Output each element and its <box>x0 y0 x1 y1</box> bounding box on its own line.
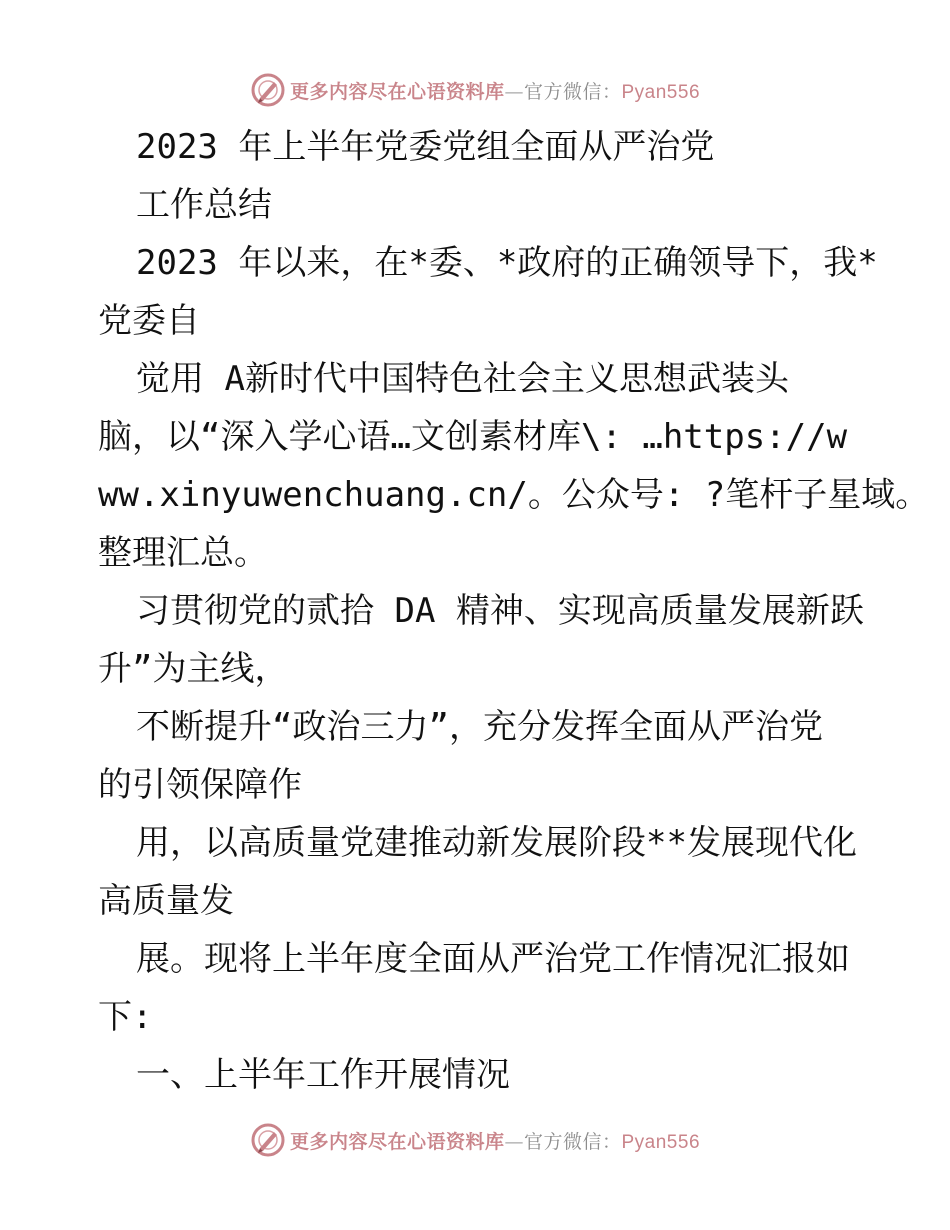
paragraph-line: ww.xinyuwenchuang.cn/。公众号: ?笔杆子星域。 <box>98 475 930 515</box>
paragraph-line: 不断提升“政治三力”，充分发挥全面从严治党 <box>136 707 823 747</box>
footer-banner-wechat: Pyan556 <box>621 1131 701 1153</box>
doc-title-line-2: 工作总结 <box>136 185 272 225</box>
header-banner[interactable] <box>0 70 950 110</box>
paragraph-line: 升”为主线， <box>98 649 289 689</box>
paragraph-line: 展。现将上半年度全面从严治党工作情况汇报如 <box>136 939 850 979</box>
section-heading: 一、上半年工作开展情况 <box>136 1055 510 1095</box>
footer-banner-dash: — <box>504 1130 524 1153</box>
header-banner-wechat: Pyan556 <box>621 81 701 103</box>
document-body <box>98 118 930 1104</box>
paragraph-line: 整理汇总。 <box>98 533 268 573</box>
paragraph-line: 的引领保障作 <box>98 765 302 805</box>
pen-circle-logo-icon <box>250 72 286 108</box>
footer-banner-official: 官方微信： <box>523 1130 622 1153</box>
footer-banner-main: 更多内容尽在心语资料库 <box>289 1130 505 1153</box>
header-banner-text <box>290 77 700 104</box>
header-banner-main: 更多内容尽在心语资料库 <box>289 80 505 103</box>
paragraph-line: 党委自 <box>98 301 200 341</box>
header-banner-official: 官方微信： <box>523 80 622 103</box>
paragraph-line: 2023 年以来，在*委、*政府的正确领导下，我* <box>136 243 878 283</box>
paragraph-line: 习贯彻党的贰拾 DA 精神、实现高质量发展新跃 <box>136 591 864 631</box>
header-banner-dash: — <box>504 80 524 103</box>
paragraph-line: 脑，以“深入学心语…文创素材库\: …https://w <box>98 417 848 457</box>
paragraph-line: 下: <box>98 997 153 1037</box>
paragraph-line: 觉用 A新时代中国特色社会主义思想武装头 <box>136 359 789 399</box>
footer-banner-text <box>290 1127 700 1154</box>
doc-title-line-1: 2023 年上半年党委党组全面从严治党 <box>136 127 715 167</box>
footer-banner[interactable] <box>0 1120 950 1160</box>
paragraph-line: 用，以高质量党建推动新发展阶段**发展现代化 <box>136 823 857 863</box>
pen-circle-logo-icon <box>250 1122 286 1158</box>
paragraph-line: 高质量发 <box>98 881 234 921</box>
